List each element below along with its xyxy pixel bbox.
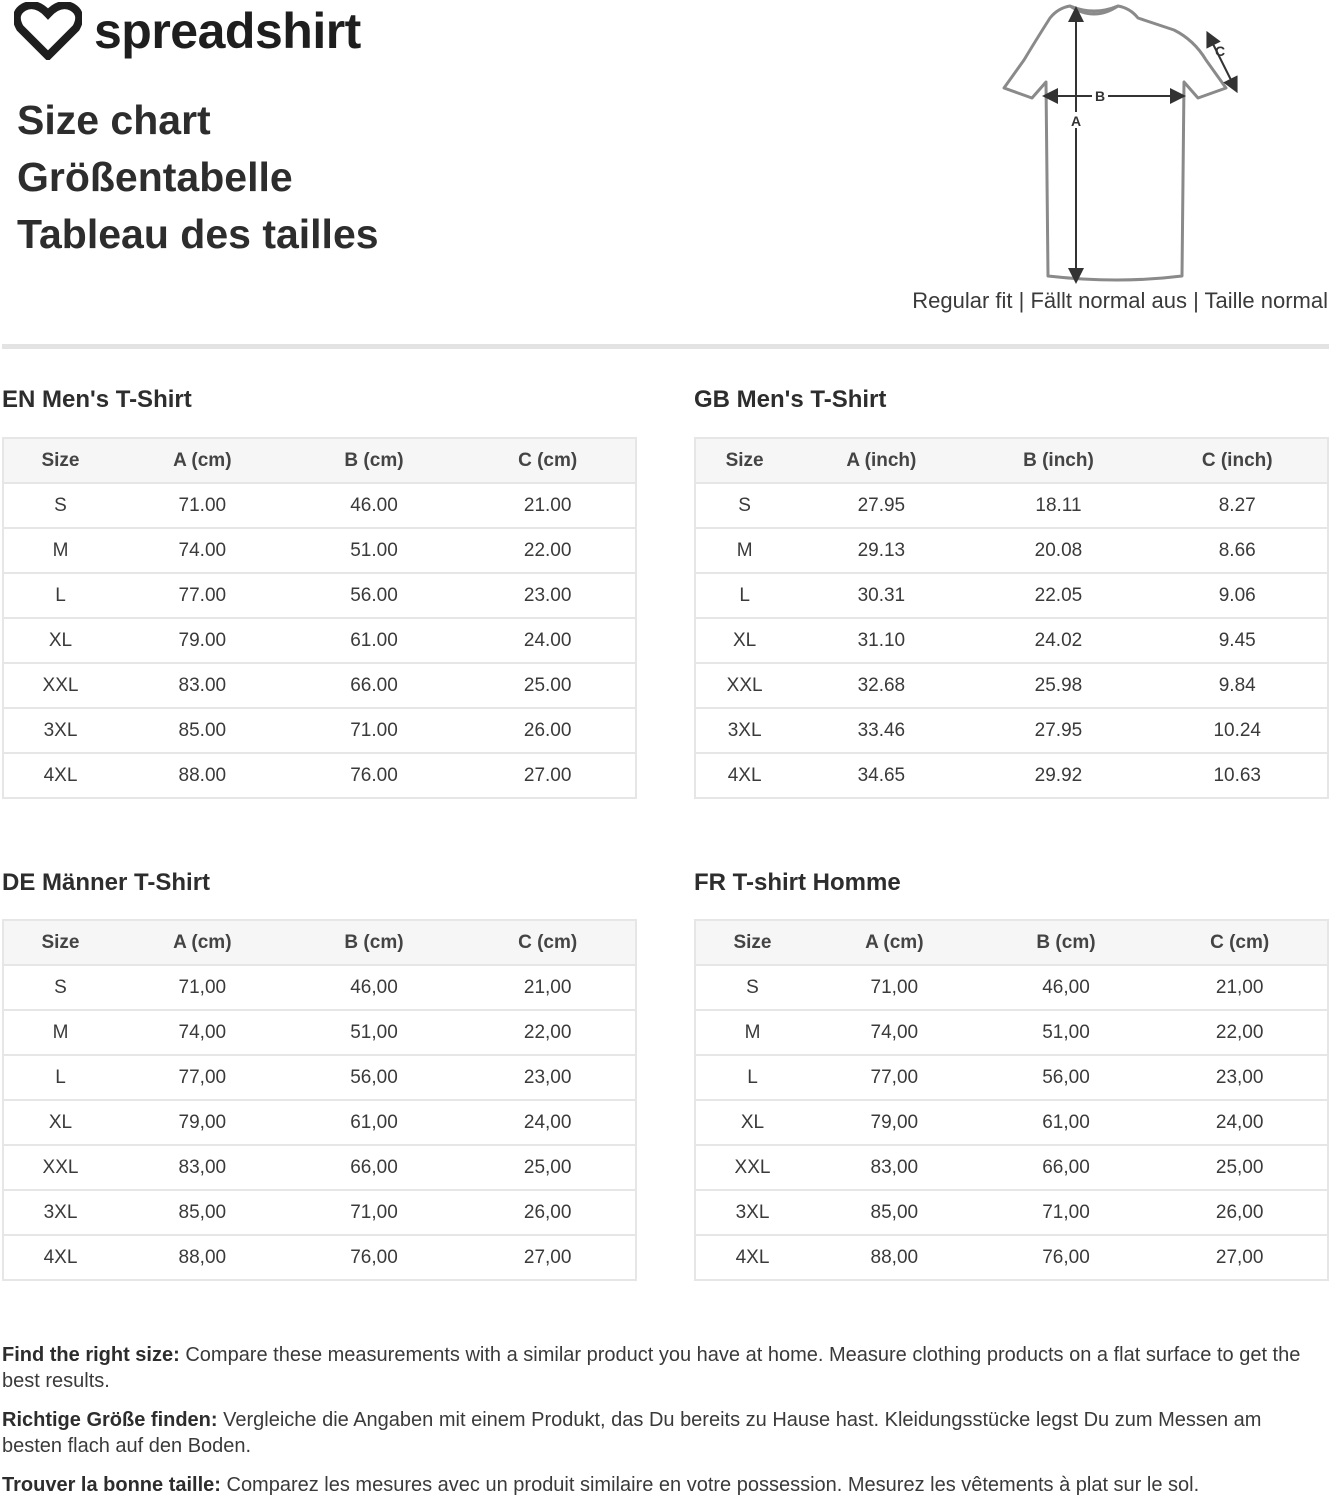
table-header-row [3,438,636,483]
table-cell: 24.00 [460,618,636,663]
note-label: Richtige Größe finden: [2,1409,218,1431]
table-cell: 32.68 [793,663,969,708]
table-cell: L [3,573,117,618]
table-cell: 85,00 [117,1190,288,1235]
table-cell: 76,00 [288,1235,461,1280]
table-cell: 26.00 [460,708,636,753]
table-row [3,965,636,1010]
table-cell: XXL [3,663,117,708]
size-table-gb [694,437,1329,799]
table-cell: 56,00 [288,1055,461,1100]
table-cell: 31.10 [793,618,969,663]
size-table-en [2,437,637,799]
column-header: B (cm) [980,920,1153,965]
table-cell: 9.84 [1147,663,1328,708]
table-cell: 71,00 [117,965,288,1010]
table-cell: 3XL [695,1190,809,1235]
table-cell: S [695,483,793,528]
table-cell: 88,00 [809,1235,980,1280]
column-header: C (inch) [1147,438,1328,483]
table-cell: 24.02 [969,618,1147,663]
title-de: Größentabelle [17,154,293,200]
table-header-row [695,920,1328,965]
table-row [695,1190,1328,1235]
table-cell: L [695,573,793,618]
table-row [695,528,1328,573]
table-cell: S [695,965,809,1010]
table-row [695,1235,1328,1280]
table-title-gb: GB Men's T-Shirt [694,386,887,413]
table-cell: M [695,1010,809,1055]
table-cell: 71.00 [288,708,461,753]
table-cell: 30.31 [793,573,969,618]
table-cell: 29.13 [793,528,969,573]
title-fr: Tableau des tailles [17,211,379,257]
table-row [3,1145,636,1190]
table-cell: 79.00 [117,618,288,663]
table-cell: 23,00 [1152,1055,1328,1100]
table-cell: 27.95 [969,708,1147,753]
table-cell: 88.00 [117,753,288,798]
table-cell: 3XL [3,708,117,753]
column-header: B (cm) [288,920,461,965]
label-b: B [1094,88,1106,104]
table-cell: 61,00 [288,1100,461,1145]
table-row [3,1010,636,1055]
column-header: Size [695,920,809,965]
table-cell: 34.65 [793,753,969,798]
table-cell: 77.00 [117,573,288,618]
table-cell: 26,00 [1152,1190,1328,1235]
note-text: Vergleiche die Angaben mit einem Produkt, das Du bereits zu Hause hast. Kleidungsstücke legst Du zum Messen am besten flach auf den Boden. [2,1409,1262,1457]
table-cell: 8.27 [1147,483,1328,528]
table-cell: 3XL [3,1190,117,1235]
table-cell: 20.08 [969,528,1147,573]
table-row [695,708,1328,753]
table-cell: 85.00 [117,708,288,753]
heart-logo-icon [14,2,82,60]
column-header: C (cm) [460,438,636,483]
table-cell: 66.00 [288,663,461,708]
table-cell: 22,00 [460,1010,636,1055]
table-cell: 74.00 [117,528,288,573]
table-cell: 46,00 [980,965,1153,1010]
table-cell: 77,00 [117,1055,288,1100]
table-row [3,1190,636,1235]
table-cell: 26,00 [460,1190,636,1235]
note-en [2,1342,1327,1394]
table-row [3,1235,636,1280]
table-header-row [695,438,1328,483]
column-header: B (cm) [288,438,461,483]
label-a: A [1070,113,1082,129]
table-cell: 66,00 [288,1145,461,1190]
table-cell: 71,00 [809,965,980,1010]
table-title-de: DE Männer T-Shirt [2,869,211,896]
column-header: A (cm) [809,920,980,965]
table-row [695,1055,1328,1100]
column-header: Size [3,920,117,965]
table-cell: 3XL [695,708,793,753]
table-cell: 85,00 [809,1190,980,1235]
table-row [3,1100,636,1145]
table-cell: 25.00 [460,663,636,708]
table-cell: 74,00 [117,1010,288,1055]
table-cell: 10.24 [1147,708,1328,753]
table-cell: 4XL [3,1235,117,1280]
table-cell: 18.11 [969,483,1147,528]
fit-description: Regular fit | Fällt normal aus | Taille normal [912,288,1328,313]
table-cell: XL [3,1100,117,1145]
table-cell: 71,00 [288,1190,461,1235]
table-cell: XXL [695,663,793,708]
table-cell: XL [695,1100,809,1145]
tshirt-outline [1004,6,1226,280]
brand-logo [14,2,361,60]
table-row [3,483,636,528]
column-header: Size [695,438,793,483]
table-row [3,618,636,663]
table-cell: 21.00 [460,483,636,528]
table-cell: L [695,1055,809,1100]
table-cell: 23.00 [460,573,636,618]
table-cell: 71,00 [980,1190,1153,1235]
table-cell: 66,00 [980,1145,1153,1190]
table-row [695,483,1328,528]
label-c: C [1214,43,1226,59]
table-row [3,753,636,798]
title-en: Size chart [17,97,211,143]
table-cell: S [3,483,117,528]
table-cell: 61,00 [980,1100,1153,1145]
table-row [3,663,636,708]
table-cell: 88,00 [117,1235,288,1280]
table-cell: 79,00 [809,1100,980,1145]
table-row [3,528,636,573]
table-cell: 51,00 [980,1010,1153,1055]
note-text: Comparez les mesures avec un produit similaire en votre possession. Mesurez les vêtements à plat sur le sol. [220,1474,1200,1496]
column-header: C (cm) [1152,920,1328,965]
table-title-fr: FR T-shirt Homme [694,869,901,896]
table-cell: 79,00 [117,1100,288,1145]
page-titles [17,92,379,263]
table-cell: 46,00 [288,965,461,1010]
table-cell: M [3,528,117,573]
table-cell: 25.98 [969,663,1147,708]
table-row [695,1100,1328,1145]
table-cell: 21,00 [1152,965,1328,1010]
table-cell: 33.46 [793,708,969,753]
table-cell: L [3,1055,117,1100]
table-cell: 21,00 [460,965,636,1010]
table-cell: 4XL [695,1235,809,1280]
table-cell: 83,00 [117,1145,288,1190]
table-cell: 8.66 [1147,528,1328,573]
table-row [695,1010,1328,1055]
size-table-de [2,919,637,1281]
table-cell: 22.05 [969,573,1147,618]
note-label: Trouver la bonne taille: [2,1474,221,1496]
column-header: A (cm) [117,438,288,483]
table-row [695,663,1328,708]
table-cell: 9.45 [1147,618,1328,663]
table-cell: 23,00 [460,1055,636,1100]
table-cell: M [3,1010,117,1055]
note-fr [2,1472,1327,1498]
table-cell: 71.00 [117,483,288,528]
table-row [3,1055,636,1100]
tshirt-diagram-icon [998,0,1243,285]
table-cell: 4XL [3,753,117,798]
table-cell: 4XL [695,753,793,798]
table-row [695,1145,1328,1190]
note-label: Find the right size: [2,1344,180,1366]
table-row [695,573,1328,618]
table-cell: XXL [695,1145,809,1190]
table-header-row [3,920,636,965]
table-cell: 29.92 [969,753,1147,798]
table-cell: 61.00 [288,618,461,663]
table-cell: 46.00 [288,483,461,528]
table-cell: 51,00 [288,1010,461,1055]
table-cell: M [695,528,793,573]
table-cell: 9.06 [1147,573,1328,618]
table-cell: 76,00 [980,1235,1153,1280]
table-cell: 22,00 [1152,1010,1328,1055]
table-cell: 51.00 [288,528,461,573]
table-cell: S [3,965,117,1010]
notes [2,1342,1327,1511]
table-row [695,753,1328,798]
table-title-en: EN Men's T-Shirt [2,386,192,413]
table-cell: 56.00 [288,573,461,618]
column-header: Size [3,438,117,483]
table-cell: 25,00 [1152,1145,1328,1190]
table-cell: 27,00 [1152,1235,1328,1280]
size-table-fr [694,919,1329,1281]
brand-name: spreadshirt [94,3,361,59]
table-row [695,965,1328,1010]
column-header: C (cm) [460,920,636,965]
table-cell: 74,00 [809,1010,980,1055]
divider [2,344,1329,349]
table-cell: 56,00 [980,1055,1153,1100]
table-cell: 10.63 [1147,753,1328,798]
column-header: B (inch) [969,438,1147,483]
column-header: A (inch) [793,438,969,483]
table-cell: 83,00 [809,1145,980,1190]
note-text: Compare these measurements with a similar product you have at home. Measure clothing products on a flat surface to get the best results. [2,1344,1301,1392]
table-cell: 27.95 [793,483,969,528]
note-de [2,1407,1327,1459]
table-cell: 27,00 [460,1235,636,1280]
table-cell: 27.00 [460,753,636,798]
table-cell: XXL [3,1145,117,1190]
table-cell: 22.00 [460,528,636,573]
table-row [3,708,636,753]
table-row [3,573,636,618]
column-header: A (cm) [117,920,288,965]
table-cell: XL [3,618,117,663]
table-cell: XL [695,618,793,663]
table-cell: 24,00 [1152,1100,1328,1145]
table-cell: 25,00 [460,1145,636,1190]
table-cell: 24,00 [460,1100,636,1145]
table-row [695,618,1328,663]
table-cell: 83.00 [117,663,288,708]
table-cell: 77,00 [809,1055,980,1100]
table-cell: 76.00 [288,753,461,798]
